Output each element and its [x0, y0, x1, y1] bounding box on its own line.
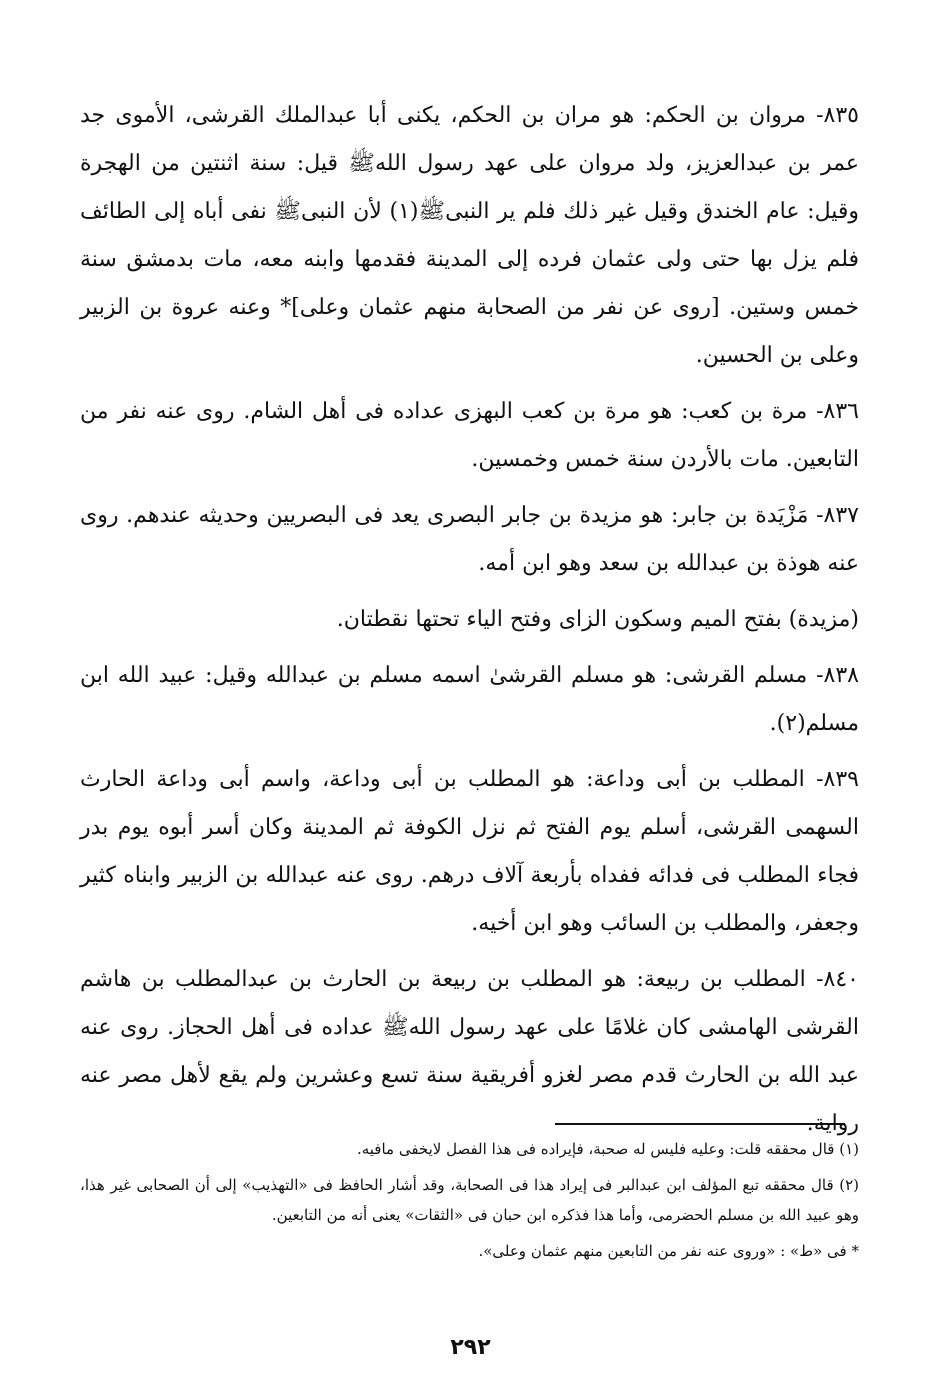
footnotes — [80, 1134, 859, 1272]
entry-number: ٨٣٨ — [823, 663, 859, 688]
footnote-1: (١) قال محققه قلت: وعليه فليس له صحبة، فإيراده فى هذا الفصل لايخفى مافيه. — [356, 1140, 859, 1158]
footnote-separator — [555, 1123, 845, 1125]
entry-number: ٨٣٥ — [823, 103, 859, 128]
entry-text: (مزيدة) بفتح الميم وسكون الزاى وفتح الياء تحتها نقطتان. — [336, 607, 859, 632]
entry-840 — [80, 956, 859, 1148]
footnote-2: (٢) قال محققه تبع المؤلف ابن عبدالبر فى إيراد هذا فى الصحابة، وقد أشار الحافظ فى «التهذيب» إلى أن الصحابى غير هذا، وهو عبيد الله بن مسلم الحضرمى، وأما هذا فذكره ابن حبان فى «الثقات» يعنى أنه من التابعين. — [80, 1176, 859, 1224]
entry-835 — [80, 92, 859, 380]
entry-number: ٨٣٧ — [823, 503, 859, 528]
entry-836 — [80, 388, 859, 484]
entry-number: ٨٣٩ — [823, 767, 859, 792]
page-number: ٢٩٢ — [450, 1335, 491, 1360]
main-text — [80, 92, 859, 1156]
footnote-star: * فى «ط» : «وروى عنه نفر من التابعين منهم عثمان وعلى». — [478, 1242, 859, 1260]
entry-text: - مروان بن الحكم: هو مران بن الحكم، يكنى أبا عبدالملك القرشى، الأموى جد عمر بن عبدالعزيز، ولد مروان على عهد رسول اللهﷺ قيل: سنة اثنتين من الهجرة وقيل: عام الخندق وقيل غير ذلك فلم ير النبىﷺ(١) لأن النبىﷺ نفى أباه إلى الطائف فلم يزل بها حتى ولى عثمان فرده إلى المدينة فقدمها وابنه معه، مات بدمشق سنة خمس وستين. [روى عن نفر من الصحابة منهم عثمان وعلى]* وعنه عروة بن الزبير وعلى بن الحسين. — [80, 103, 860, 368]
entry-837-note — [80, 596, 859, 644]
entry-839 — [80, 756, 859, 948]
entry-text: - مَزْيَدة بن جابر: هو مزيدة بن جابر البصرى يعد فى البصريين وحديثه عندهم. روى عنه هوذة بن عبدالله بن سعد وهو ابن أمه. — [80, 503, 859, 576]
entry-text: - مرة بن كعب: هو مرة بن كعب البهزى عداده فى أهل الشام. روى عنه نفر من التابعين. مات بالأردن سنة خمس وخمسين. — [80, 399, 859, 472]
entry-number: ٨٤٠ — [823, 967, 859, 992]
entry-text: - المطلب بن ربيعة: هو المطلب بن ربيعة بن الحارث بن عبدالمطلب بن هاشم القرشى الهامشى كان غلامًا على عهد رسول اللهﷺ عداده فى أهل الحجاز. روى عنه عبد الله بن الحارث قدم مصر لغزو أفريقية سنة تسع وعشرين ولم يقع لأهل مصر عنه رواية. — [80, 967, 859, 1136]
entry-number: ٨٣٦ — [823, 399, 859, 424]
entry-text: - المطلب بن أبى وداعة: هو المطلب بن أبى وداعة، واسم أبى وداعة الحارث السهمى القرشى، أسلم يوم الفتح ثم نزل الكوفة ثم المدينة وكان أسر أبوه يوم بدر فجاء المطلب فى فدائه ففداه بأربعة آلاف درهم. روى عنه عبدالله بن الزبير وابناه كثير وجعفر، والمطلب بن السائب وهو ابن أخيه. — [80, 767, 859, 936]
entry-text: - مسلم القرشى: هو مسلم القرشىٰ اسمه مسلم بن عبدالله وقيل: عبيد الله ابن مسلم(٢). — [80, 663, 859, 736]
entry-837 — [80, 492, 859, 588]
entry-838 — [80, 652, 859, 748]
